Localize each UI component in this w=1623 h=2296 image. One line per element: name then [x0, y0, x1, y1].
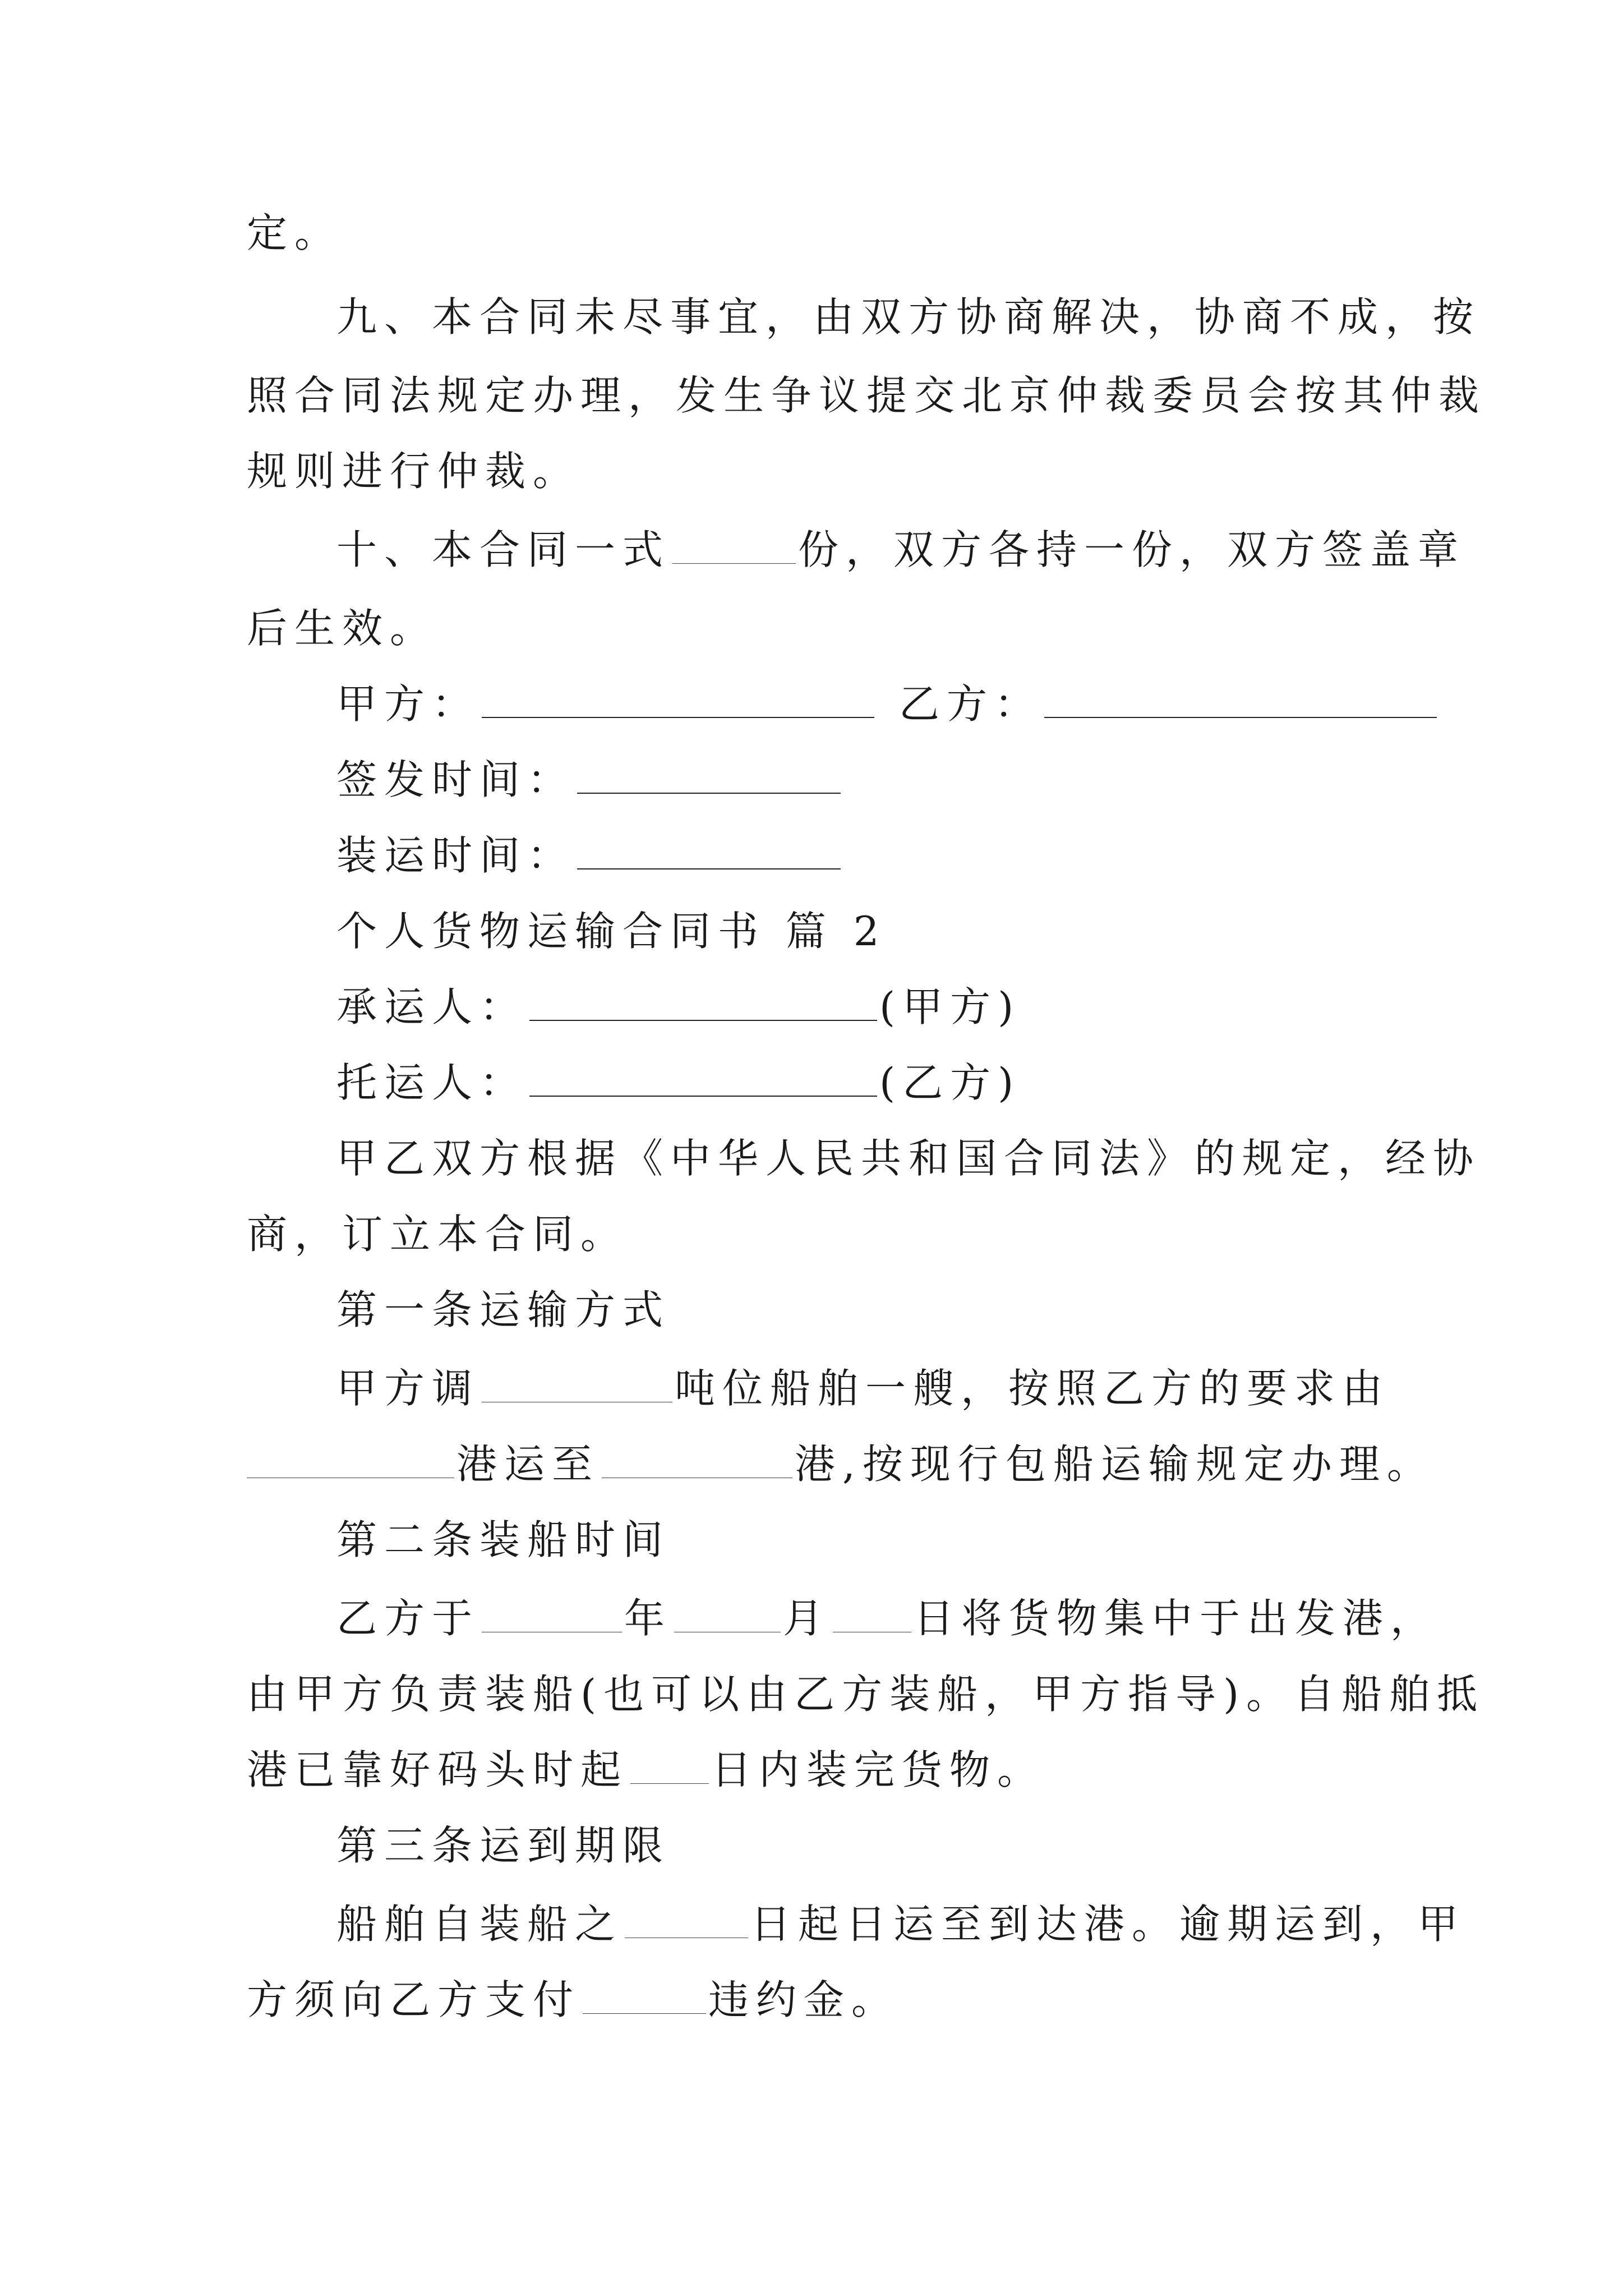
text-segment: 照合同法规定办理，发生争议提交北京仲裁委员会按其仲裁: [247, 372, 1487, 419]
text-segment: 月: [783, 1595, 831, 1642]
text-segment: 日内装完货物。: [711, 1746, 1045, 1793]
carrier-role: (甲方): [879, 983, 1021, 1030]
article-1-line-1: [0, 1358, 1623, 1419]
party-a-signature-blank[interactable]: [482, 717, 874, 718]
shipping-time-blank[interactable]: [577, 868, 841, 869]
article-title-text: 第三条运到期限: [336, 1822, 671, 1869]
loading-days-blank[interactable]: [630, 1783, 709, 1784]
text-segment: 规则进行仲裁。: [247, 448, 581, 495]
copies-blank[interactable]: [672, 563, 796, 564]
shipping-time-label: 装运时间：: [336, 832, 575, 879]
section-title: [0, 900, 1623, 962]
article-2-line-1: [0, 1588, 1623, 1649]
text-segment: 定。: [247, 209, 343, 256]
issue-time-label: 签发时间：: [336, 756, 575, 803]
article-1-title: [0, 1279, 1623, 1341]
text-segment: 年: [624, 1595, 672, 1642]
text-segment: 港已靠好码头时起: [247, 1746, 629, 1793]
party-a-label: 甲方：: [336, 680, 480, 728]
article-3-line-2: [0, 1969, 1623, 2031]
article-title-text: 第一条运输方式: [336, 1286, 671, 1333]
article-3-line-1: [0, 1893, 1623, 1955]
clause-9-line-2: [0, 365, 1623, 426]
issue-time-line: [0, 749, 1623, 811]
article-2-title: [0, 1509, 1623, 1571]
party-b-label: 乙方：: [899, 680, 1043, 728]
text-segment: 九、本合同未尽事宜，由双方协商解决，协商不成，按: [336, 293, 1481, 341]
article-title-text: 第二条装船时间: [336, 1516, 671, 1563]
text-segment: 船舶自装船之: [336, 1901, 623, 1948]
text-segment: 方须向乙方支付: [247, 1976, 581, 2023]
text-segment: 甲方调: [336, 1365, 480, 1412]
party-b-signature-blank[interactable]: [1044, 717, 1437, 718]
text-segment: 后生效。: [247, 605, 438, 652]
carrier-blank[interactable]: [529, 1020, 877, 1021]
preamble-line-1: [0, 1128, 1623, 1189]
text-segment: 日起日运至到达港。逾期运到，甲: [750, 1901, 1466, 1948]
shipper-line: [0, 1052, 1623, 1114]
clause-9-line-1: [0, 286, 1623, 348]
article-1-line-2: [0, 1433, 1623, 1495]
text-segment: 日将货物集中于出发港，: [914, 1595, 1438, 1642]
clause-9-line-3: [0, 440, 1623, 502]
clause-10-line-2: [0, 597, 1623, 659]
text-segment: 十、本合同一式: [336, 526, 671, 573]
clause-10-line-1: [0, 519, 1623, 581]
preamble-line-2: [0, 1203, 1623, 1265]
text-segment: 港运至: [457, 1441, 600, 1488]
article-2-line-3: [0, 1739, 1623, 1801]
article-3-title: [0, 1815, 1623, 1876]
carrier-label: 承运人：: [336, 983, 528, 1030]
text-segment: 乙方于: [336, 1595, 480, 1642]
shipping-time-line: [0, 825, 1623, 886]
text-segment: 违约金。: [708, 1976, 900, 2023]
shipper-blank[interactable]: [529, 1096, 877, 1097]
text-segment: 吨位船舶一艘，按照乙方的要求由: [675, 1365, 1390, 1412]
carrier-line: [0, 976, 1623, 1038]
shipper-label: 托运人：: [336, 1059, 528, 1106]
section-title-text: 个人货物运输合同书 篇 2: [336, 908, 887, 955]
text-segment: 商，订立本合同。: [247, 1211, 629, 1258]
article-2-line-2: [0, 1663, 1623, 1725]
issue-time-blank[interactable]: [577, 793, 841, 794]
text-line: [0, 202, 1623, 264]
party-signature-line: [0, 673, 1623, 735]
text-segment: 份，双方各持一份，双方签盖章: [798, 526, 1466, 573]
shipper-role: (乙方): [879, 1059, 1021, 1106]
text-segment: 港,按现行包船运输规定办理。: [795, 1441, 1435, 1488]
text-segment: 甲乙双方根据《中华人民共和国合同法》的规定，经协: [336, 1135, 1481, 1182]
penalty-blank[interactable]: [583, 2013, 706, 2014]
text-segment: 由甲方负责装船(也可以由乙方装船，甲方指导)。自船舶抵: [247, 1671, 1485, 1718]
